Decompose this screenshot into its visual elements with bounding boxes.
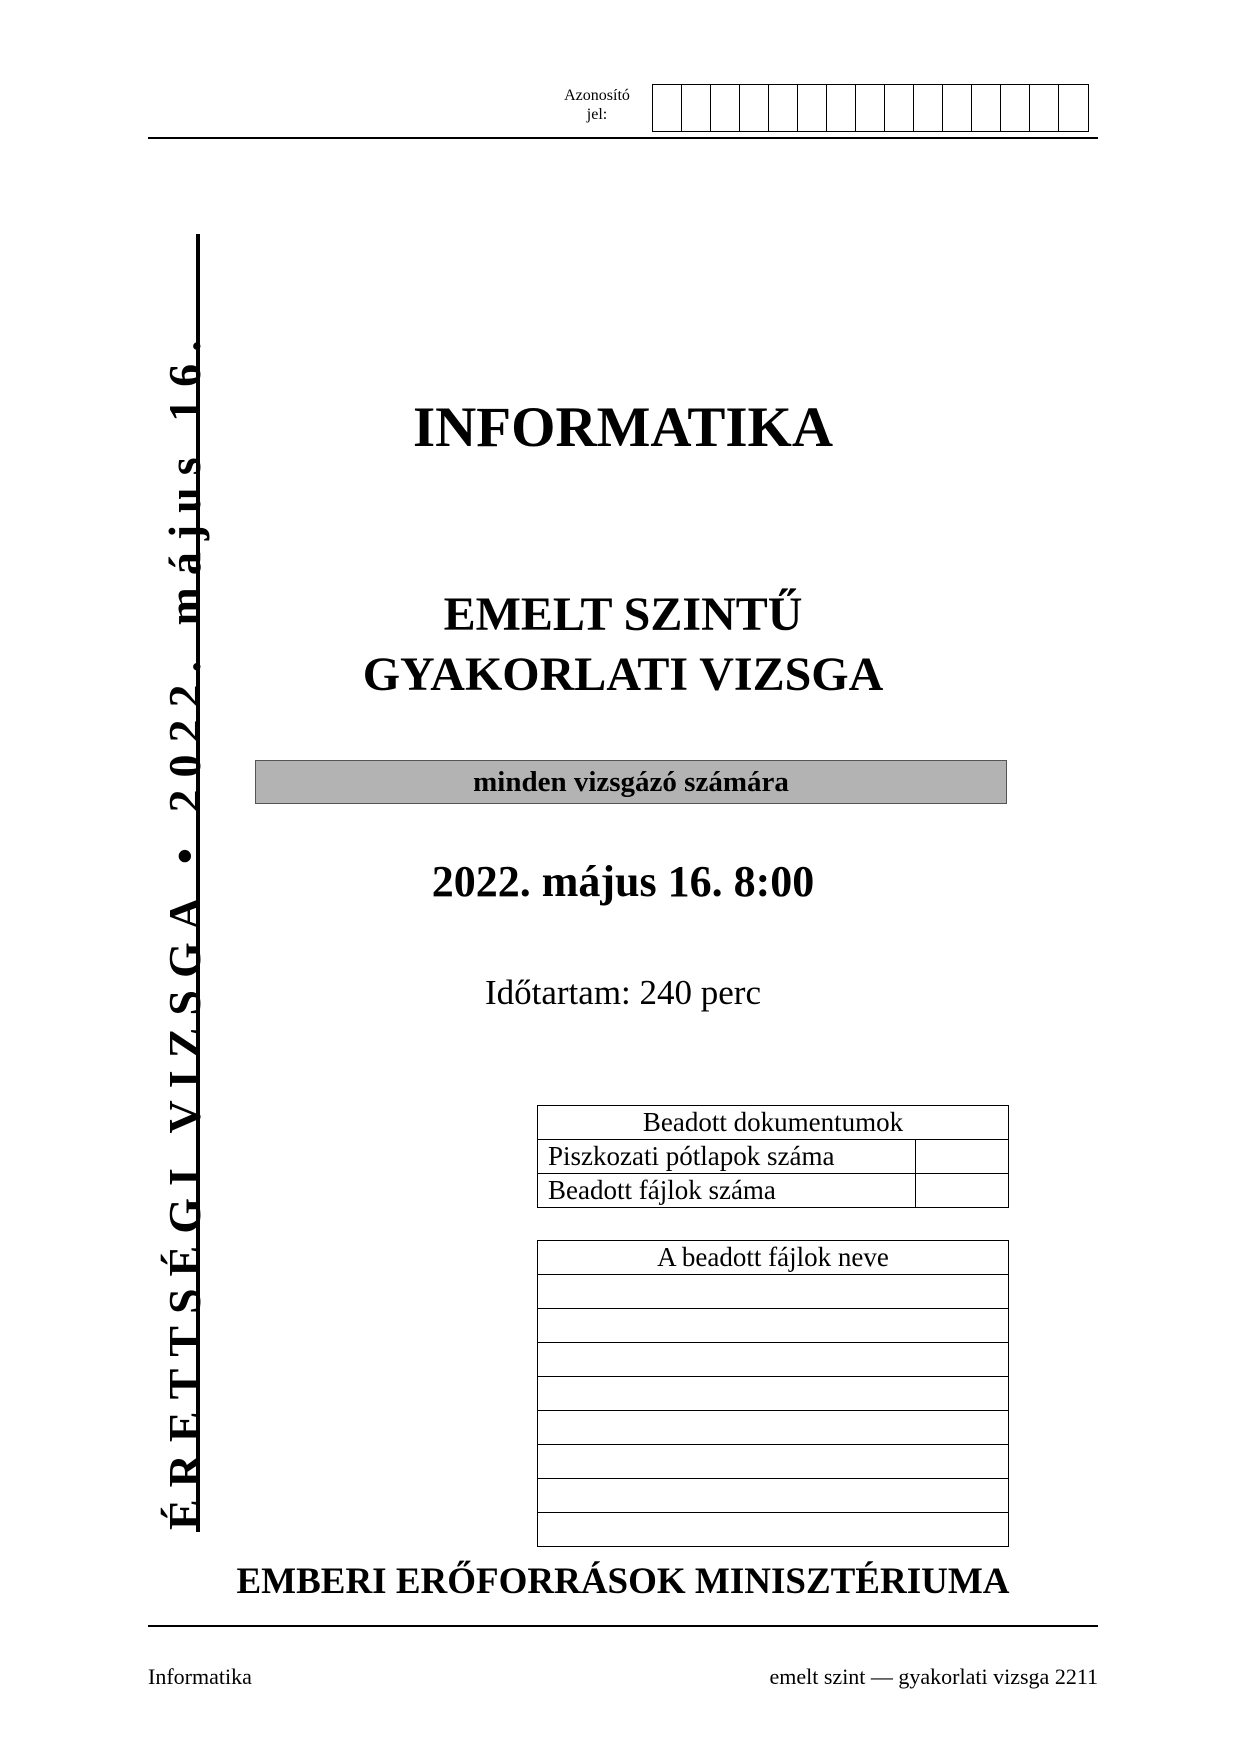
table-row xyxy=(538,1309,1009,1343)
id-code-cell[interactable] xyxy=(972,85,1001,131)
spine-text: ÉRETTSÉGI VIZSGA • 2022. május 16. xyxy=(159,328,210,1530)
exam-level: EMELT SZINTŰ xyxy=(443,588,803,641)
id-code-cell[interactable] xyxy=(740,85,769,131)
id-code-cell[interactable] xyxy=(914,85,943,131)
id-code-cell[interactable] xyxy=(827,85,856,131)
id-code-cell[interactable] xyxy=(1059,85,1088,131)
file-name-field[interactable] xyxy=(538,1343,1009,1377)
id-code-cell[interactable] xyxy=(653,85,682,131)
id-code-cell[interactable] xyxy=(1030,85,1059,131)
exam-date: 2022. május 16. 8:00 xyxy=(431,857,815,906)
id-code-cell[interactable] xyxy=(856,85,885,131)
footer-divider xyxy=(148,1625,1098,1627)
file-name-field[interactable] xyxy=(538,1513,1009,1547)
table-row xyxy=(538,1377,1009,1411)
file-name-field[interactable] xyxy=(538,1275,1009,1309)
submitted-files-count-field[interactable] xyxy=(916,1174,1009,1208)
id-code-cell[interactable] xyxy=(798,85,827,131)
exam-duration: Időtartam: 240 perc xyxy=(484,973,761,1012)
id-code-cell[interactable] xyxy=(682,85,711,131)
table-header: Beadott dokumentumok xyxy=(538,1106,1009,1140)
id-label xyxy=(552,86,642,124)
file-name-field[interactable] xyxy=(538,1479,1009,1513)
table-header-row xyxy=(538,1241,1009,1275)
footer-subject: Informatika xyxy=(148,1664,252,1689)
draft-sheets-count-field[interactable] xyxy=(916,1140,1009,1174)
row-label: Beadott fájlok száma xyxy=(538,1174,916,1208)
table-row xyxy=(538,1513,1009,1547)
id-label-line2: jel: xyxy=(586,106,608,123)
id-code-cell[interactable] xyxy=(885,85,914,131)
table-header-row xyxy=(538,1106,1009,1140)
exam-title: INFORMATIKA xyxy=(412,396,834,459)
exam-type: GYAKORLATI VIZSGA xyxy=(362,648,884,701)
submitted-files-table xyxy=(537,1240,1009,1547)
table-row xyxy=(538,1411,1009,1445)
id-label-line1: Azonosító xyxy=(564,87,630,104)
file-name-field[interactable] xyxy=(538,1445,1009,1479)
table-row xyxy=(538,1174,1009,1208)
header-divider xyxy=(148,137,1098,139)
table-row xyxy=(538,1479,1009,1513)
table-row xyxy=(538,1275,1009,1309)
file-name-field[interactable] xyxy=(538,1309,1009,1343)
id-code-cell[interactable] xyxy=(943,85,972,131)
table-header: A beadott fájlok neve xyxy=(538,1241,1009,1275)
file-name-field[interactable] xyxy=(538,1377,1009,1411)
id-code-cell[interactable] xyxy=(769,85,798,131)
footer-exam-code: emelt szint — gyakorlati vizsga 2211 xyxy=(769,1664,1098,1689)
ministry-name: EMBERI ERŐFORRÁSOK MINISZTÉRIUMA xyxy=(236,1561,1010,1602)
id-code-boxes[interactable] xyxy=(652,84,1089,132)
submitted-documents-table xyxy=(537,1105,1009,1208)
id-code-cell[interactable] xyxy=(1001,85,1030,131)
file-name-field[interactable] xyxy=(538,1411,1009,1445)
id-code-cell[interactable] xyxy=(711,85,740,131)
table-row xyxy=(538,1445,1009,1479)
table-row xyxy=(538,1140,1009,1174)
audience-banner: minden vizsgázó számára xyxy=(255,760,1007,804)
table-row xyxy=(538,1343,1009,1377)
row-label: Piszkozati pótlapok száma xyxy=(538,1140,916,1174)
